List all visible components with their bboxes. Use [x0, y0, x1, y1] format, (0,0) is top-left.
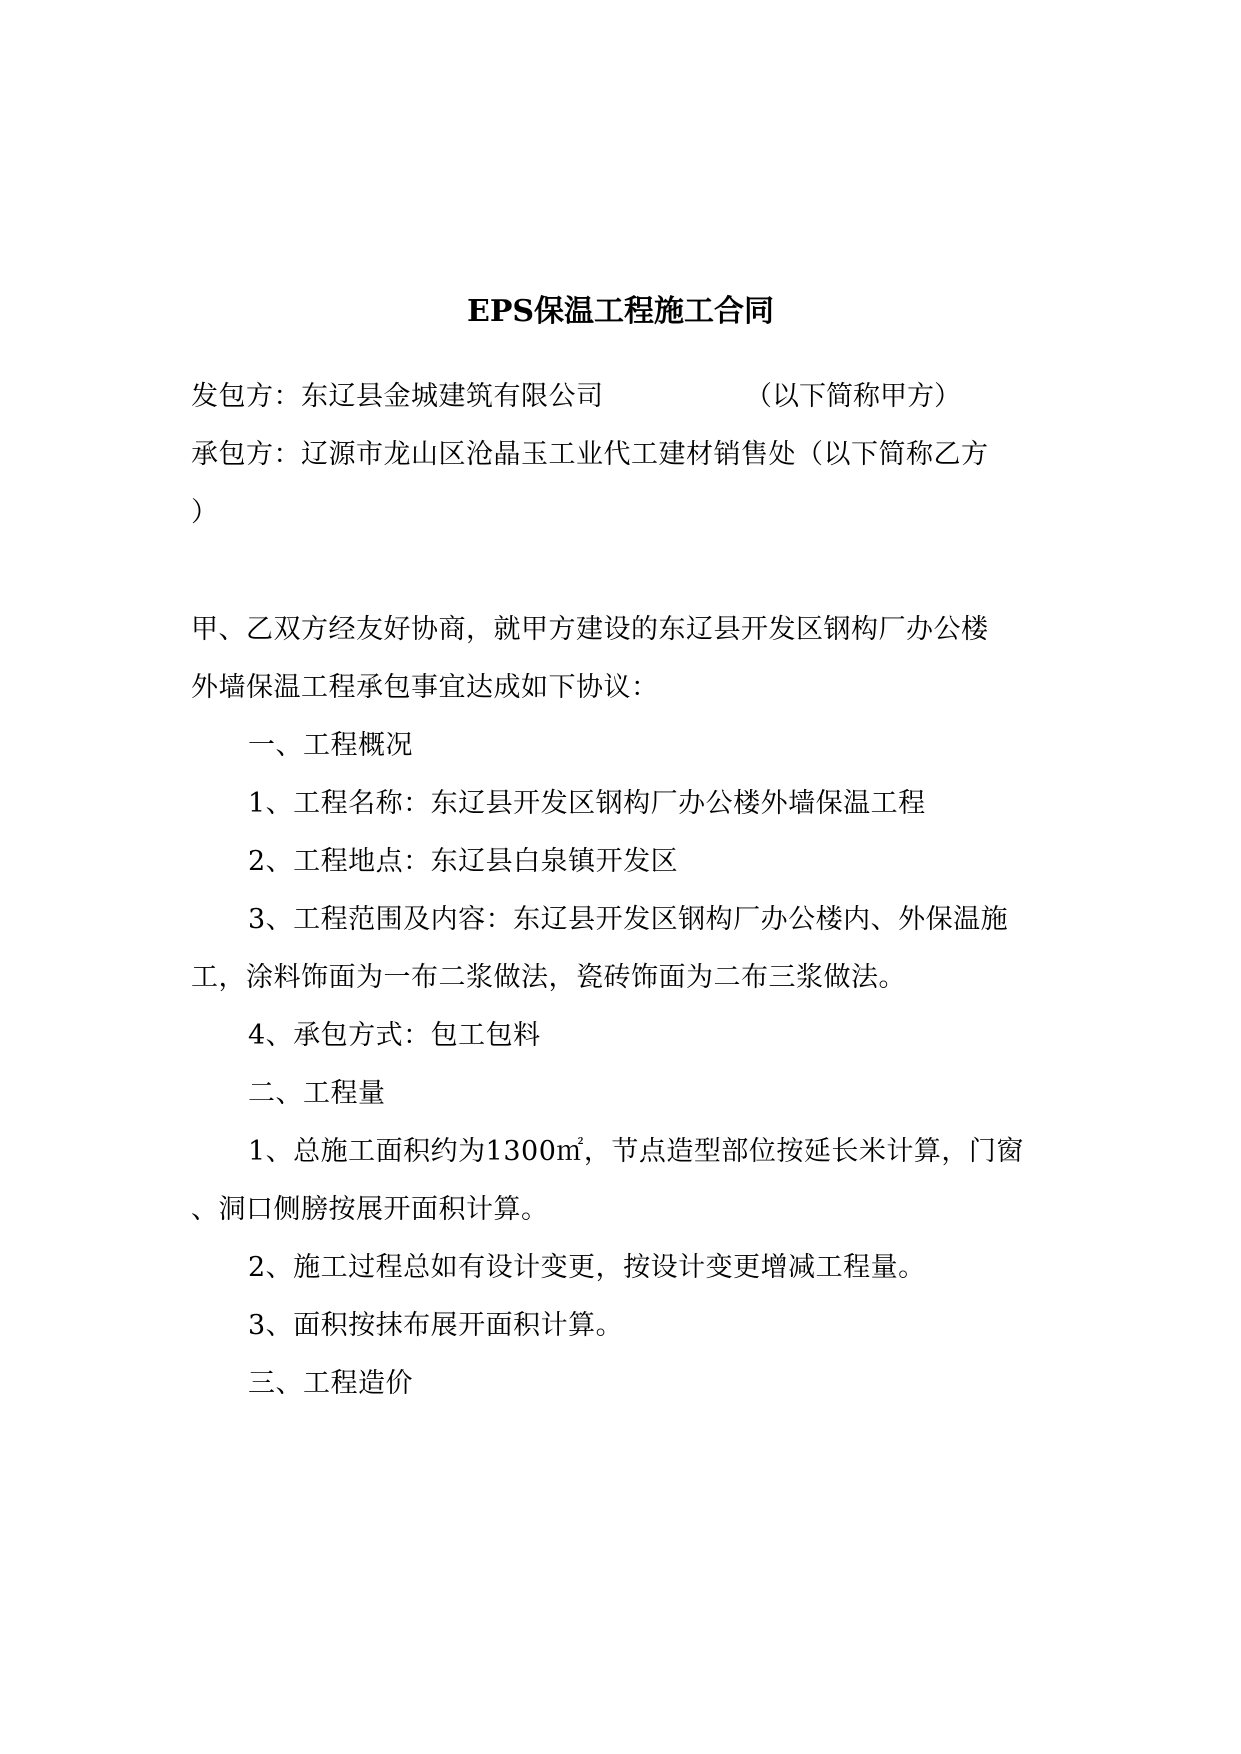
- party-b-line: 承包方：辽源市龙山区沧晶玉工业代工建材销售处（以下简称乙方: [191, 439, 989, 470]
- party-a-note: （以下简称甲方）: [745, 381, 961, 412]
- intro-line-1: 甲、乙双方经友好协商，就甲方建设的东辽县开发区钢构厂办公楼: [191, 614, 989, 645]
- section-1-item-3-cont: 工，涂料饰面为一布二浆做法，瓷砖饰面为二布三浆做法。: [191, 962, 906, 993]
- section-3-heading: 三、工程造价: [248, 1368, 413, 1399]
- section-1-item-3: 3、工程范围及内容：东辽县开发区钢构厂办公楼内、外保温施: [248, 904, 1009, 935]
- document-title: EPS保温工程施工合同: [466, 294, 775, 329]
- section-1-item-4: 4、承包方式：包工包料: [248, 1020, 541, 1051]
- section-1-item-1: 1、工程名称：东辽县开发区钢构厂办公楼外墙保温工程: [248, 788, 926, 819]
- section-2-item-2: 2、施工过程总如有设计变更，按设计变更增减工程量。: [248, 1252, 926, 1283]
- section-2-item-1: 1、总施工面积约为1300㎡，节点造型部位按延长米计算，门窗: [248, 1136, 1024, 1167]
- section-2-item-3: 3、面积按抹布展开面积计算。: [248, 1310, 624, 1341]
- intro-line-2: 外墙保温工程承包事宜达成如下协议：: [191, 672, 659, 703]
- party-a-line: 发包方：东辽县金城建筑有限公司: [191, 381, 604, 412]
- section-2-item-1-cont: 、洞口侧膀按展开面积计算。: [191, 1194, 549, 1225]
- section-1-item-2: 2、工程地点：东辽县白泉镇开发区: [248, 846, 679, 877]
- section-2-heading: 二、工程量: [248, 1078, 386, 1109]
- section-1-heading: 一、工程概况: [248, 730, 413, 761]
- party-b-line-cont: ）: [191, 497, 219, 528]
